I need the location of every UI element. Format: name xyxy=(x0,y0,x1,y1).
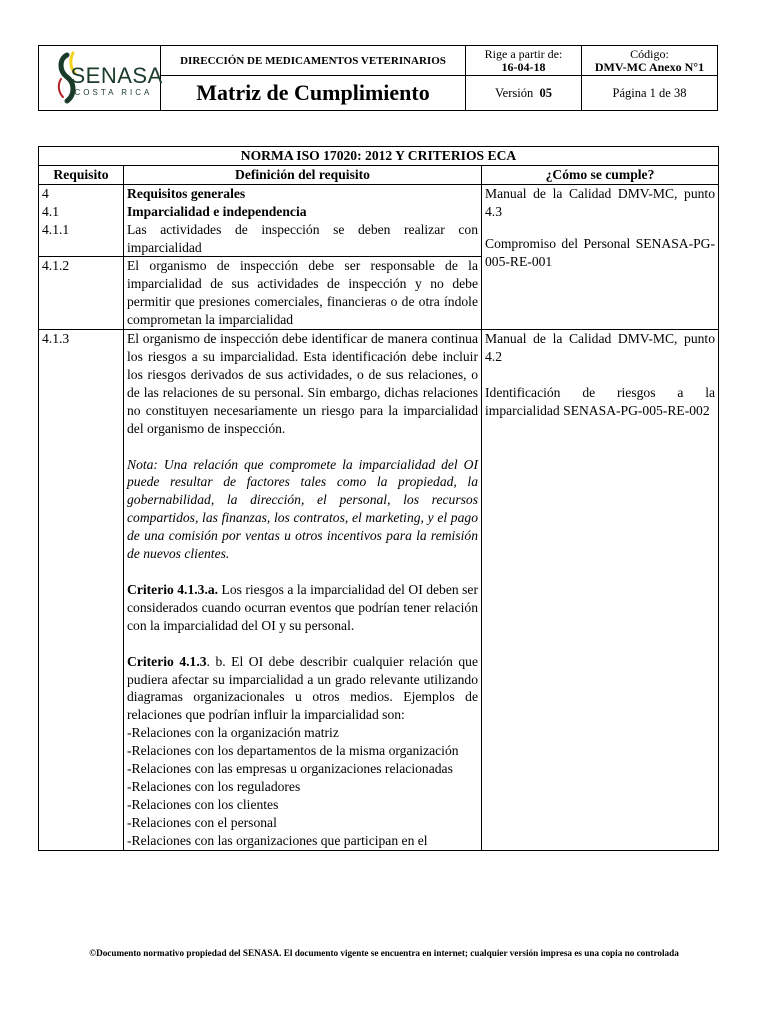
logo-brand-text: SENASA xyxy=(70,63,163,88)
compliance-cell xyxy=(482,330,719,851)
code-cell xyxy=(582,46,718,76)
compliance-matrix-table xyxy=(38,146,719,851)
document-footer: ©Documento normativo propiedad del SENASA. El documento vigente se encuentra en internet; cualquier versión impresa es una copia no controlada xyxy=(89,948,679,958)
subsection-heading: Imparcialidad e independencia xyxy=(127,203,307,219)
list-item: -Relaciones con la organización matriz xyxy=(127,725,339,741)
list-item: -Relaciones con las empresas u organizaciones relacionadas xyxy=(127,761,453,777)
table-row xyxy=(39,184,719,257)
criterion-b xyxy=(127,653,478,725)
code-value: DMV-MC Anexo N°1 xyxy=(594,59,705,74)
list-item: -Relaciones con el personal xyxy=(127,814,277,830)
criterion-b-label: Criterio 4.1.3 xyxy=(127,653,207,669)
requirement-definition xyxy=(124,184,482,257)
requirement-text: Las actividades de inspección se deben realizar con imparcialidad xyxy=(127,221,478,255)
logo-cell xyxy=(39,46,161,111)
column-header-requisito: Requisito xyxy=(39,165,124,184)
list-item: -Relaciones con las organizaciones que participan en el xyxy=(127,832,428,848)
logo-country-text: COSTA RICA xyxy=(74,88,153,97)
compliance-reference: Compromiso del Personal SENASA-PG-005-RE-001 xyxy=(485,235,716,269)
criterion-a-label: Criterio 4.1.3.a. xyxy=(127,581,219,597)
table-row xyxy=(39,330,719,851)
code-label: Código: xyxy=(630,46,669,61)
list-item: -Relaciones con los departamentos de la misma organización xyxy=(127,743,459,759)
department-name: DIRECCIÓN DE MEDICAMENTOS VETERINARIOS xyxy=(161,46,466,76)
norm-title: NORMA ISO 17020: 2012 Y CRITERIOS ECA xyxy=(39,147,719,166)
list-item: -Relaciones con los clientes xyxy=(127,796,279,812)
effective-date-label: Rige a partir de: xyxy=(484,46,563,61)
version-cell xyxy=(466,76,582,111)
version-label: Versión xyxy=(495,85,534,100)
column-header-como-se-cumple: ¿Cómo se cumple? xyxy=(482,165,719,184)
requirement-definition xyxy=(124,330,482,851)
requirement-text: El organismo de inspección debe ser responsable de la imparcialidad de sus actividades de inspección y no debe permitir que presiones comerciales, financieras o de otra índole comprometan la imparcialidad xyxy=(124,257,482,330)
document-title: Matriz de Cumplimiento xyxy=(161,76,466,111)
criterion-a xyxy=(127,581,478,635)
effective-date-value: 16-04-18 xyxy=(501,59,546,74)
requirement-code-4: 4 xyxy=(42,185,49,201)
requirement-code: 4.1.3 xyxy=(39,330,124,851)
requirement-code: 4.1.2 xyxy=(39,257,124,330)
compliance-cell xyxy=(482,184,719,329)
criterion-b-text: . b. El OI debe describir cualquier relación que pudiera afectar su imparcialidad a un grado relevante utilizando diagramas organizacionales u otros medios. Ejemplos de relaciones que podrían influir la imparcialidad son: xyxy=(127,653,478,723)
column-header-definicion: Definición del requisito xyxy=(124,165,482,184)
requirement-code xyxy=(39,184,124,257)
list-item: -Relaciones con los reguladores xyxy=(127,779,301,794)
page-number: Página 1 de 38 xyxy=(582,76,718,111)
section-heading: Requisitos generales xyxy=(127,185,246,201)
requirement-text: El organismo de inspección debe identificar de manera continua los riesgos a su imparcialidad. Esta identificación debe incluir los riesgos derivados de sus actividades, o de sus relaciones, o de las relaciones de su personal. Sin embargo, dichas relaciones no constituyen necesariamente un riesgo para la imparcialidad del organismo de inspección. xyxy=(127,331,478,436)
compliance-reference: Manual de la Calidad DMV-MC, punto 4.2 xyxy=(485,331,716,364)
version-value: 05 xyxy=(539,85,552,100)
criterion-a-text: Los riesgos a la imparcialidad del OI deben ser considerados cuando ocurran eventos que podrían tener relación con la imparcialidad del OI y su personal. xyxy=(127,581,478,633)
requirement-code-4-1: 4.1 xyxy=(42,203,59,219)
requirement-code-4-1-1: 4.1.1 xyxy=(42,221,70,237)
requirement-note: Nota: Una relación que compromete la imparcialidad del OI puede resultar de factores tales como la propiedad, la gobernabilidad, la dirección, el personal, los recursos compartidos, las finanzas, los contratos, el marketing, y el pago de una comisión por ventas u otros incentivos para la remisión de nuevos clientes. xyxy=(127,456,478,562)
compliance-reference: Identificación de riesgos a la imparcialidad SENASA-PG-005-RE-002 xyxy=(485,384,716,418)
document-header xyxy=(38,45,718,111)
compliance-reference: Manual de la Calidad DMV-MC, punto 4.3 xyxy=(485,185,716,219)
senasa-logo xyxy=(45,49,163,107)
effective-date-cell xyxy=(466,46,582,76)
